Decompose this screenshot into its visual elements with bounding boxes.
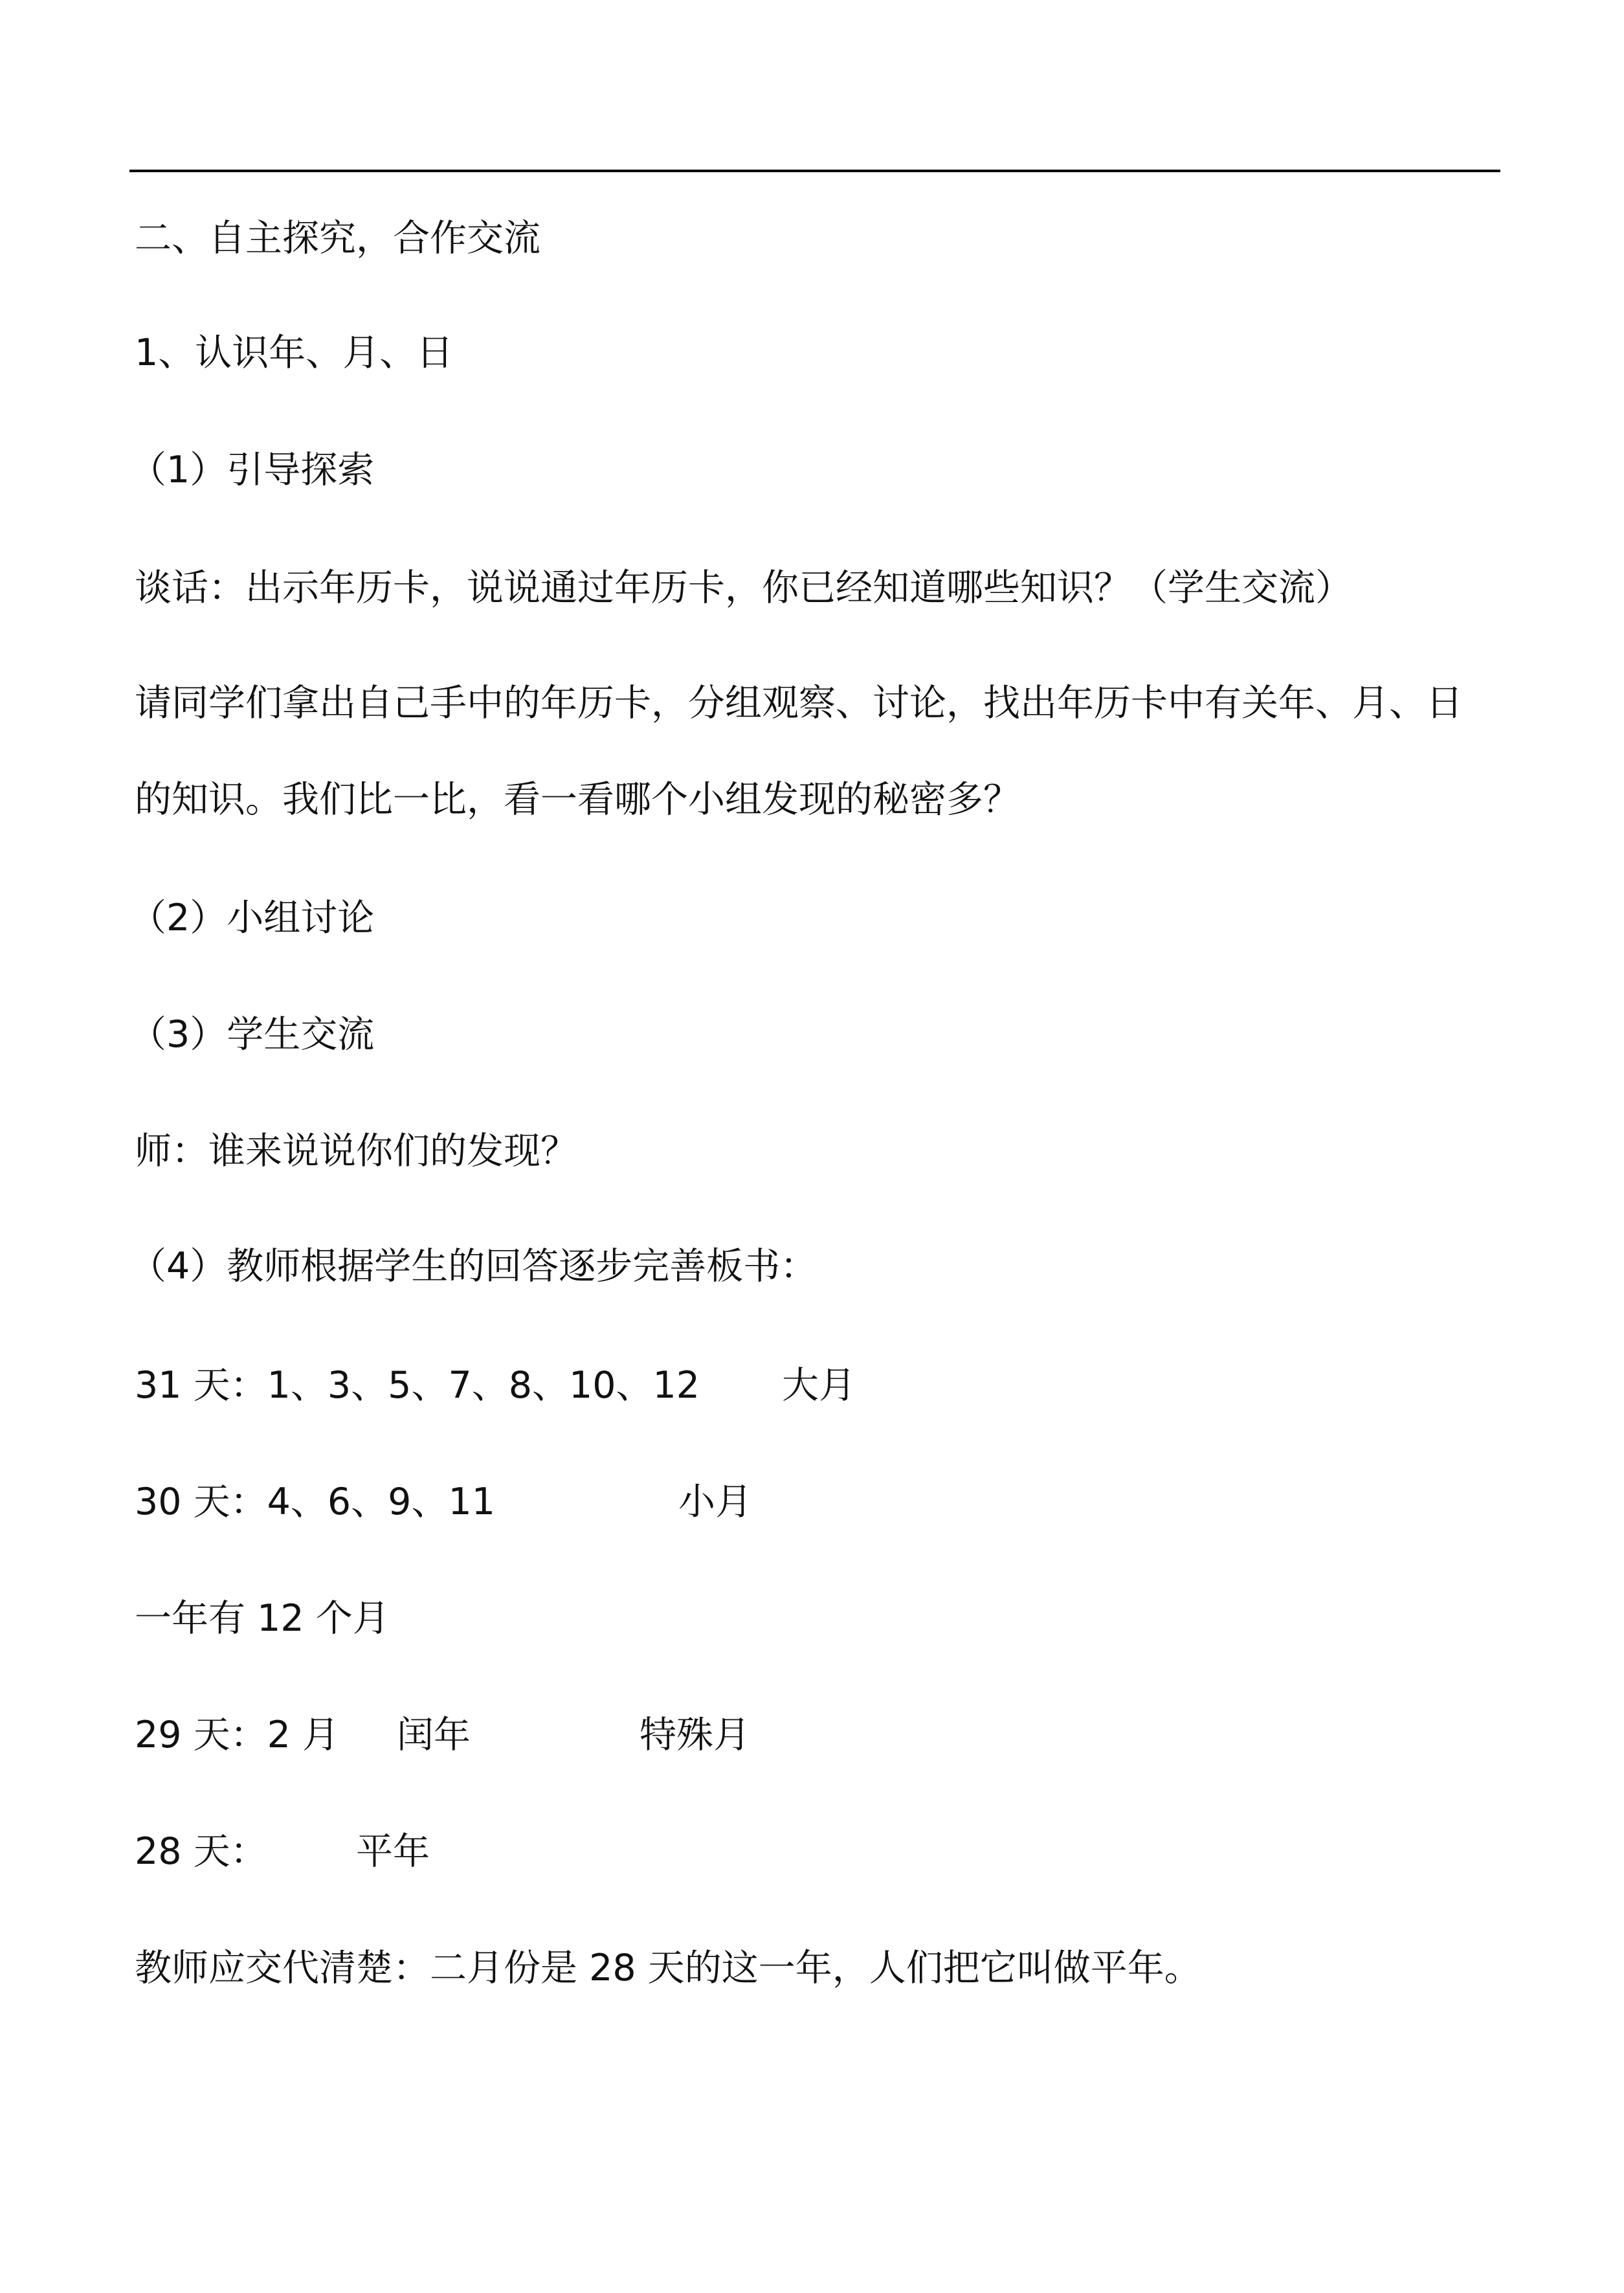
- header-rule: [129, 170, 1500, 172]
- instruction-line-1: 请同学们拿出自己手中的年历卡，分组观察、讨论，找出年历卡中有关年、月、日: [135, 682, 1463, 724]
- board-31-label: 大月: [782, 1364, 856, 1407]
- board-29-label: 特殊月: [640, 1714, 750, 1756]
- board-29-days: 29 天：2 月: [135, 1714, 340, 1756]
- board-months: 一年有 12 个月: [135, 1597, 390, 1640]
- talk-paragraph: 谈话：出示年历卡，说说通过年历卡，你已经知道哪些知识？（学生交流）: [135, 566, 1352, 609]
- board-30-days: 30 天：4、6、9、11: [135, 1481, 495, 1523]
- section-heading: 二、自主探究，合作交流: [135, 217, 540, 260]
- step-3: （3）学生交流: [129, 1013, 375, 1056]
- instruction-line-2: 的知识。我们比一比，看一看哪个小组发现的秘密多？: [135, 778, 1020, 821]
- board-30-label: 小月: [678, 1481, 752, 1523]
- section-title: 1、认识年、月、日: [135, 331, 454, 374]
- step-2: （2）小组讨论: [129, 897, 375, 939]
- board-29-year: 闰年: [397, 1714, 471, 1756]
- board-28-year: 平年: [356, 1830, 430, 1873]
- step-1: （1）引导探索: [129, 449, 375, 491]
- teacher-note: 教师应交代清楚：二月份是 28 天的这一年，人们把它叫做平年。: [135, 1947, 1201, 1989]
- step-4: （4）教师根据学生的回答逐步完善板书：: [129, 1245, 818, 1288]
- teacher-question: 师：谁来说说你们的发现？: [135, 1130, 577, 1172]
- board-28-days: 28 天：: [135, 1830, 267, 1873]
- board-31-days: 31 天：1、3、5、7、8、10、12: [135, 1364, 700, 1407]
